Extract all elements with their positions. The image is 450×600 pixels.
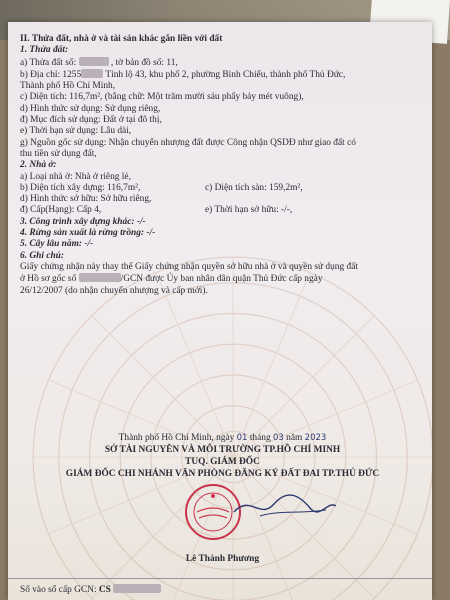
registry-footer: [20, 584, 161, 595]
certificate-page: [8, 22, 432, 600]
signing-month: 03: [273, 433, 284, 443]
signature-block: [20, 432, 425, 480]
land-address-line2: Thành phố Hồ Chí Minh,: [20, 81, 116, 92]
land-address-suffix: Tỉnh lộ 43, khu phố 2, phường Bình Chiểu, thành phố Thủ Đức,: [103, 69, 346, 80]
bronze-drum-watermark: [28, 252, 432, 600]
land-parcel-number: [20, 57, 425, 69]
signing-year: 2023: [304, 433, 327, 443]
land-usage-term: e) Thời hạn sử dụng: Lâu dài,: [20, 126, 132, 137]
signing-day: 01: [236, 433, 248, 443]
handwritten-signature: [230, 486, 340, 526]
land-parcel-prefix: a) Thửa đất số:: [20, 57, 77, 68]
note-line2: [20, 273, 425, 285]
land-usage-purpose: đ) Mục đích sử dụng: Đất ở tại đô thị,: [20, 115, 162, 126]
registry-label: Số vào sổ cấp GCN:: [20, 585, 97, 595]
house-ownership-form: d) Hình thức sở hữu: Sở hữu riêng,: [20, 194, 152, 205]
house-heading: 2. Nhà ở:: [20, 160, 57, 171]
branch-director-title: GIÁM ĐỐC CHI NHÁNH VĂN PHÒNG ĐĂNG KÝ ĐẤT ĐAI TP.THỦ ĐỨC: [65, 469, 380, 479]
land-origin-line1: g) Nguồn gốc sử dụng: Nhận chuyển nhượng đất được Công nhận QSDĐ như giao đất có: [20, 137, 356, 148]
land-origin-line2: thu tiền sử dụng đất,: [20, 148, 97, 159]
note-line3: 26/12/2007 (do nhận chuyển nhượng và cấp mới).: [20, 285, 208, 296]
perennial-trees: 5. Cây lâu năm: -/-: [20, 239, 94, 250]
authorization-line: TUQ. GIÁM ĐỐC: [185, 457, 260, 467]
signing-place: Thành phố Hồ Chí Minh, ngày: [118, 433, 235, 443]
redacted-registry-number: [113, 584, 161, 593]
house-grade: đ) Cấp(Hạng): Cấp 4,: [20, 205, 102, 216]
section-title: II. Thửa đất, nhà ở và tài sản khác gắn liền với đất: [20, 34, 223, 44]
redacted-address-number: [81, 69, 103, 78]
house-built-area: b) Diện tích xây dựng: 116,7m²,: [20, 182, 141, 193]
signing-month-label: tháng: [249, 433, 271, 443]
planted-forest: 4. Rừng sản xuất là rừng trồng: -/-: [20, 228, 156, 239]
land-address-prefix: b) Địa chỉ: 1255: [20, 69, 82, 80]
registry-value: CS: [98, 585, 111, 595]
house-area-row: [20, 183, 425, 194]
land-parcel-suffix: , tờ bản đồ số: 11,: [110, 57, 178, 68]
signing-year-label: năm: [286, 433, 303, 443]
note-line2-suffix: /GCN được Ủy ban nhân dân quận Thủ Đức cấp ngày: [120, 274, 323, 285]
land-address: [20, 69, 425, 81]
land-area: c) Diện tích: 116,7m², (bằng chữ: Một trăm mười sáu phẩy bảy mét vuông),: [20, 92, 304, 103]
issuing-department: SỞ TÀI NGUYÊN VÀ MÔI TRƯỜNG TP.HỒ CHÍ MINH: [104, 445, 341, 455]
land-heading: 1. Thửa đất:: [20, 45, 69, 56]
signer-name: Lê Thành Phương: [185, 554, 260, 564]
notes-heading: 6. Ghi chú:: [20, 250, 65, 261]
other-construction: 3. Công trình xây dựng khác: -/-: [20, 216, 146, 227]
note-line2-prefix: ở Hồ sơ gốc số: [20, 274, 77, 285]
redacted-parcel-number: [79, 57, 109, 66]
house-ownership-term: e) Thời hạn sở hữu: -/-,: [205, 205, 293, 216]
note-line1: Giấy chứng nhận này thay thế Giấy chứng nhận quyền sở hữu nhà ở và quyền sử dụng đất: [20, 261, 358, 272]
house-floor-area: c) Diện tích sàn: 159,2m²,: [205, 182, 303, 193]
signing-date-line: [20, 432, 425, 444]
footer-divider: [8, 578, 432, 579]
house-grade-row: [20, 205, 425, 216]
house-type: a) Loại nhà ở: Nhà ở riêng lẻ,: [20, 171, 131, 182]
redacted-original-file-number: [79, 273, 121, 282]
land-usage-form: d) Hình thức sử dụng: Sử dụng riêng,: [20, 103, 161, 114]
